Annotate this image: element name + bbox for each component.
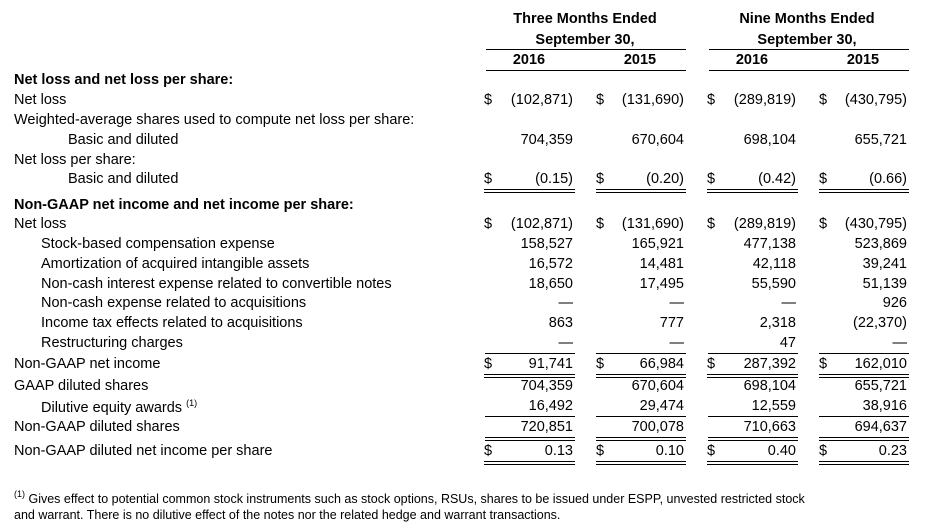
row-value: 0.23 — [878, 443, 907, 459]
row-value: 47 — [779, 335, 796, 351]
value-double-underline — [819, 192, 909, 193]
row-value: 477,138 — [743, 236, 796, 252]
currency-symbol: $ — [707, 443, 716, 459]
row-label-text: Non-GAAP diluted net income per share — [14, 443, 273, 459]
row-value: 66,984 — [639, 356, 684, 372]
row-label — [14, 152, 136, 168]
row-label — [41, 276, 392, 292]
value-underline — [596, 437, 686, 438]
row-label-text: Non-cash interest expense related to convertible notes — [41, 276, 392, 292]
row-value: 91,741 — [528, 356, 573, 372]
row-value: (430,795) — [844, 216, 907, 232]
currency-symbol: $ — [596, 171, 605, 187]
row-label-text: Basic and diluted — [68, 171, 179, 187]
footnote-line-1: Gives effect to potential common stock instruments such as stock options, RSUs, shares to be issued under ESPP, unvested restricted stock — [28, 492, 805, 506]
currency-symbol: $ — [819, 92, 828, 108]
row-label — [41, 295, 306, 311]
row-label-text: Non-GAAP net income and net income per share: — [14, 197, 354, 213]
currency-symbol: $ — [707, 356, 716, 372]
currency-symbol: $ — [596, 92, 605, 108]
value-underline — [819, 461, 909, 462]
row-value: 55,590 — [751, 276, 796, 292]
row-value: 17,495 — [639, 276, 684, 292]
row-label-text: Net loss — [14, 92, 67, 108]
row-label — [41, 256, 309, 272]
header-rule-year-three-months — [486, 70, 686, 71]
row-value: 863 — [548, 315, 573, 331]
row-value: 655,721 — [854, 132, 907, 148]
row-label — [68, 171, 178, 187]
row-label-text: Non-GAAP diluted shares — [14, 419, 180, 435]
row-value: — — [558, 295, 573, 311]
row-label — [14, 112, 414, 128]
row-label-text: Net loss per share: — [14, 152, 136, 168]
value-underline — [485, 416, 575, 417]
row-value: (0.15) — [535, 171, 573, 187]
row-value: — — [669, 335, 684, 351]
value-underline — [484, 461, 575, 462]
row-label-text: Restructuring charges — [41, 335, 183, 351]
footnote — [14, 486, 805, 523]
row-value: — — [892, 335, 907, 351]
value-double-underline — [708, 440, 798, 441]
header-year-4: 2015 — [846, 52, 880, 68]
value-double-underline — [596, 440, 686, 441]
row-value: — — [781, 295, 796, 311]
row-value: (430,795) — [844, 92, 907, 108]
row-value: 16,492 — [528, 398, 573, 414]
row-value: 2,318 — [759, 315, 796, 331]
row-value: 710,663 — [743, 419, 796, 435]
row-value: 0.40 — [767, 443, 796, 459]
value-double-underline — [596, 464, 686, 465]
currency-symbol: $ — [596, 356, 605, 372]
currency-symbol: $ — [819, 443, 828, 459]
row-value: — — [669, 295, 684, 311]
currency-symbol: $ — [596, 443, 605, 459]
value-double-underline — [819, 440, 909, 441]
footnote-marker: (1) — [14, 489, 25, 499]
value-underline — [596, 189, 686, 190]
value-underline — [708, 353, 798, 354]
row-value: 14,481 — [639, 256, 684, 272]
currency-symbol: $ — [707, 216, 716, 232]
row-value: (0.20) — [646, 171, 684, 187]
header-year-3: 2016 — [735, 52, 769, 68]
row-value: (289,819) — [733, 216, 796, 232]
row-value: 655,721 — [854, 378, 907, 394]
row-label-text: Basic and diluted — [68, 132, 179, 148]
value-underline — [596, 374, 686, 375]
row-value: 694,637 — [854, 419, 907, 435]
row-value: 926 — [882, 295, 907, 311]
value-double-underline — [707, 464, 798, 465]
value-double-underline — [707, 192, 798, 193]
row-value: 523,869 — [854, 236, 907, 252]
currency-symbol: $ — [819, 216, 828, 232]
row-value: 38,916 — [862, 398, 907, 414]
value-underline — [596, 416, 686, 417]
value-double-underline — [485, 440, 575, 441]
footnote-reference: (1) — [186, 398, 198, 408]
currency-symbol: $ — [484, 171, 493, 187]
header-nine-months-line1: Nine Months Ended — [739, 11, 875, 27]
row-label — [14, 378, 148, 394]
row-value: 165,921 — [631, 236, 684, 252]
value-underline — [819, 374, 909, 375]
row-value: 16,572 — [528, 256, 573, 272]
row-label — [14, 419, 180, 435]
value-underline — [707, 461, 798, 462]
currency-symbol: $ — [819, 356, 828, 372]
header-three-months-line1: Three Months Ended — [513, 11, 657, 27]
row-value: 0.13 — [544, 443, 573, 459]
row-value: (102,871) — [510, 92, 573, 108]
row-label-text: Net loss and net loss per share: — [14, 72, 234, 88]
row-value: 287,392 — [743, 356, 796, 372]
row-value: (102,871) — [510, 216, 573, 232]
value-underline — [819, 353, 909, 354]
row-value: (0.42) — [758, 171, 796, 187]
row-value: 670,604 — [631, 378, 684, 394]
value-underline — [484, 189, 575, 190]
row-label — [41, 315, 303, 331]
currency-symbol: $ — [484, 216, 493, 232]
row-value: 42,118 — [752, 256, 796, 272]
value-double-underline — [596, 192, 686, 193]
row-label — [14, 72, 233, 88]
currency-symbol: $ — [707, 92, 716, 108]
value-underline — [819, 437, 909, 438]
row-value: 777 — [659, 315, 684, 331]
value-underline — [819, 416, 909, 417]
value-underline — [707, 189, 798, 190]
row-label — [14, 216, 66, 232]
value-underline — [485, 437, 575, 438]
currency-symbol: $ — [596, 216, 605, 232]
value-underline — [596, 353, 686, 354]
row-label — [41, 236, 275, 252]
currency-symbol: $ — [707, 171, 716, 187]
header-three-months-line2: September 30, — [535, 32, 635, 48]
row-value: 0.10 — [655, 443, 684, 459]
row-value: 670,604 — [631, 132, 684, 148]
row-label-text: Dilutive equity awards — [41, 400, 183, 416]
row-value: (0.66) — [869, 171, 907, 187]
row-value: 720,851 — [520, 419, 573, 435]
row-value: — — [558, 335, 573, 351]
row-value: 162,010 — [854, 356, 907, 372]
row-value: 698,104 — [743, 378, 796, 394]
value-underline — [596, 461, 686, 462]
row-label — [14, 92, 66, 108]
header-year-1: 2016 — [512, 52, 546, 68]
row-label-text: Stock-based compensation expense — [41, 236, 275, 252]
row-value: 698,104 — [743, 132, 796, 148]
footnote-line-2: and warrant. There is no dilutive effect of the notes nor the related hedge and warrant transactions. — [14, 508, 561, 522]
value-underline — [819, 189, 909, 190]
row-label — [41, 398, 197, 416]
header-rule-three-months — [486, 49, 686, 50]
row-label — [14, 197, 354, 213]
currency-symbol: $ — [819, 171, 828, 187]
row-label-text: GAAP diluted shares — [14, 378, 149, 394]
row-value: 29,474 — [639, 398, 684, 414]
row-label-text: Net loss — [14, 216, 67, 232]
value-underline — [707, 374, 798, 375]
row-label-text: Weighted-average shares used to compute net loss per share: — [14, 112, 415, 128]
row-value: (131,690) — [621, 92, 684, 108]
header-rule-nine-months — [709, 49, 909, 50]
row-value: 700,078 — [631, 419, 684, 435]
value-underline — [484, 374, 575, 375]
row-value: (131,690) — [621, 216, 684, 232]
row-label — [14, 356, 160, 372]
row-value: (289,819) — [733, 92, 796, 108]
row-value: 704,359 — [520, 378, 573, 394]
value-underline — [708, 437, 798, 438]
row-value: (22,370) — [852, 315, 907, 331]
row-value: 18,650 — [528, 276, 573, 292]
row-value: 12,559 — [751, 398, 796, 414]
value-double-underline — [484, 464, 575, 465]
value-underline — [485, 353, 575, 354]
header-rule-year-nine-months — [709, 70, 909, 71]
row-label — [68, 132, 178, 148]
row-label — [41, 335, 183, 351]
value-double-underline — [484, 192, 575, 193]
row-label-text: Non-GAAP net income — [14, 356, 161, 372]
currency-symbol: $ — [484, 443, 493, 459]
currency-symbol: $ — [484, 356, 493, 372]
header-year-2: 2015 — [623, 52, 657, 68]
currency-symbol: $ — [484, 92, 493, 108]
row-value: 158,527 — [520, 236, 573, 252]
header-nine-months-line2: September 30, — [757, 32, 857, 48]
row-label-text: Income tax effects related to acquisitions — [41, 315, 303, 331]
row-value: 39,241 — [862, 256, 907, 272]
row-label — [14, 443, 272, 459]
row-label-text: Amortization of acquired intangible assets — [41, 256, 310, 272]
value-underline — [708, 416, 798, 417]
row-value: 704,359 — [520, 132, 573, 148]
row-label-text: Non-cash expense related to acquisitions — [41, 295, 307, 311]
value-double-underline — [819, 464, 909, 465]
row-value: 51,139 — [862, 276, 907, 292]
